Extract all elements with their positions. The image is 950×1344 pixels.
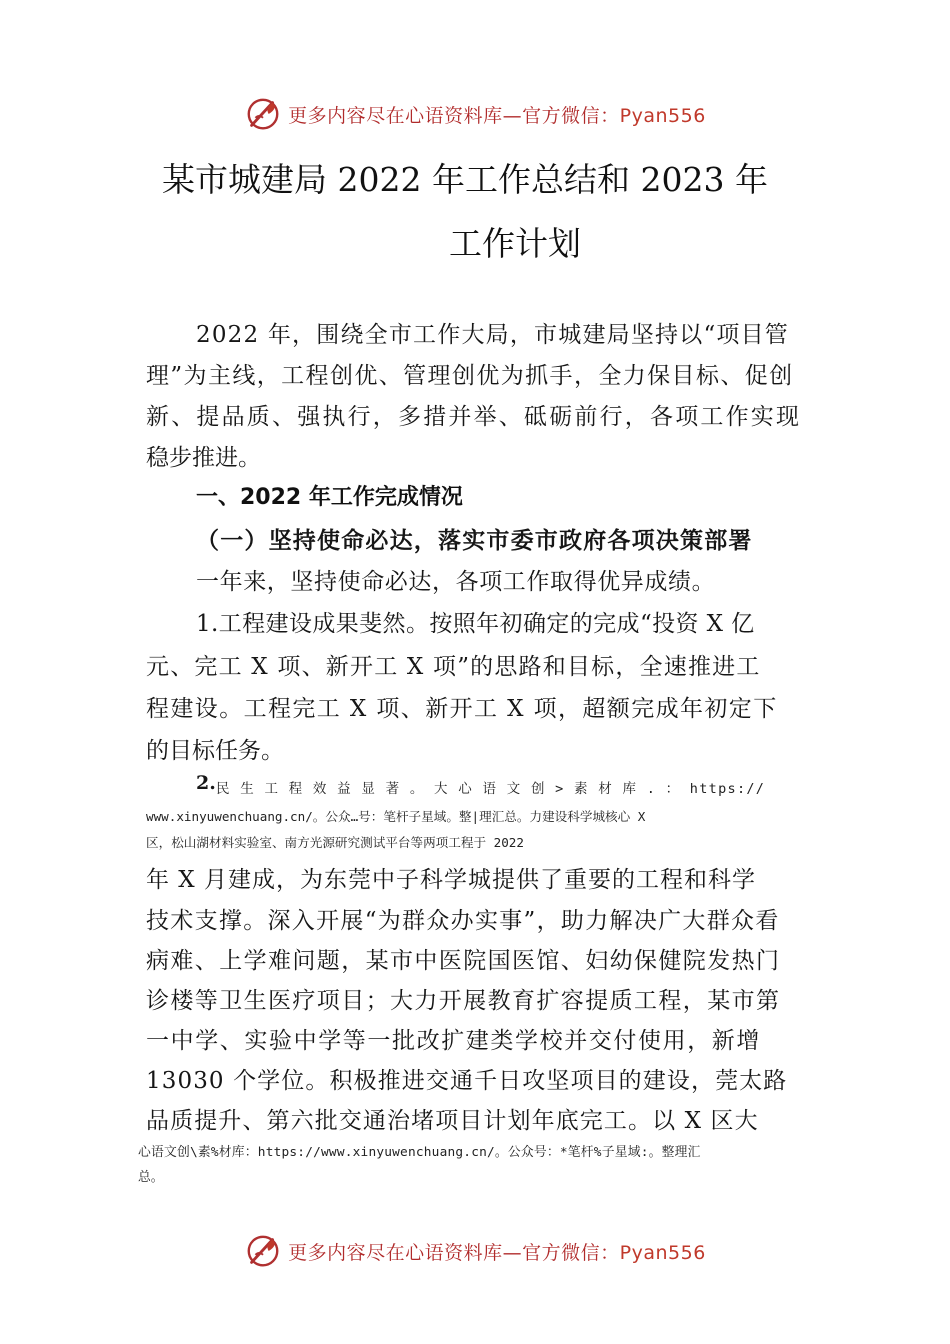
item2-small-line: 民 生 工 程 效 益 显 著 。 大 心 语 文 创 > 素 材 库 . ： https:// <box>216 781 766 797</box>
intro-line: 新、提品质、强执行，多措并举、砥砺前行，各项工作实现 <box>146 404 802 430</box>
item1-line: 的目标任务。 <box>146 738 284 764</box>
watermark-text: 更多内容尽在心语资料库—官方微信：Pyan556 <box>288 104 706 127</box>
item2-small-line: 区，松山湖材料实验室、南方光源研究测试平台等两项工程于 2022 <box>146 835 524 850</box>
item1-line: 1.工程建设成果斐然。按照年初确定的完成“投资 X 亿 <box>196 611 755 637</box>
paragraph-line: 一年来，坚持使命必达，各项工作取得优异成绩。 <box>196 569 716 595</box>
document-title-line1: 某市城建局 2022 年工作总结和 2023 年 <box>162 160 768 199</box>
subsection-heading: （一）坚持使命必达，落实市委市政府各项决策部署 <box>196 527 753 554</box>
footer-small-line: 总。 <box>138 1170 164 1185</box>
item2-small-line: www.xinyuwenchuang.cn/。公众…号：笔杆子星域。整|理汇总。力建设科学城核心 X <box>146 809 646 824</box>
watermark-banner-top <box>0 92 950 136</box>
intro-line: 2022 年，围绕全市工作大局，市城建局坚持以“项目管 <box>196 322 790 348</box>
watermark-handle: Pyan556 <box>619 104 706 127</box>
section-heading: 一、2022 年工作完成情况 <box>196 485 463 510</box>
item2-line: 年 X 月建成，为东莞中子科学城提供了重要的工程和科学 <box>146 867 756 893</box>
watermark-banner-bottom <box>0 1229 950 1273</box>
item2-number: 2. <box>196 772 216 794</box>
item2-line: 一中学、实验中学等一批改扩建类学校并交付使用，新增 <box>146 1028 761 1054</box>
watermark-handle: Pyan556 <box>619 1241 706 1264</box>
quill-logo-icon <box>244 95 282 133</box>
document-title-line2: 工作计划 <box>449 224 581 263</box>
intro-line: 稳步推进。 <box>146 445 261 471</box>
intro-line: 理”为主线，工程创优、管理创优为抓手，全力保目标、促创 <box>146 363 794 389</box>
item2-line: 13030 个学位。积极推进交通千日攻坚项目的建设，莞太路 <box>146 1068 788 1094</box>
watermark-text: 更多内容尽在心语资料库—官方微信：Pyan556 <box>288 1241 706 1264</box>
item2-line: 技术支撑。深入开展“为群众办实事”，助力解决广大群众看 <box>146 908 780 934</box>
item1-line: 元、完工 X 项、新开工 X 项”的思路和目标，全速推进工 <box>146 654 761 680</box>
quill-logo-icon <box>244 1232 282 1270</box>
item1-line: 程建设。工程完工 X 项、新开工 X 项，超额完成年初定下 <box>146 696 778 722</box>
footer-small-line: 心语文创\素%材库：https://www.xinyuwenchuang.cn/。公众号：*笔杆%子星域:。整理汇 <box>138 1145 701 1160</box>
item2-line: 诊楼等卫生医疗项目；大力开展教育扩容提质工程，某市第 <box>146 988 781 1014</box>
item2-line: 病难、上学难问题，某市中医院国医馆、妇幼保健院发热门 <box>146 948 781 974</box>
item2-line: 品质提升、第六批交通治堵项目计划年底完工。以 X 区大 <box>146 1108 759 1134</box>
